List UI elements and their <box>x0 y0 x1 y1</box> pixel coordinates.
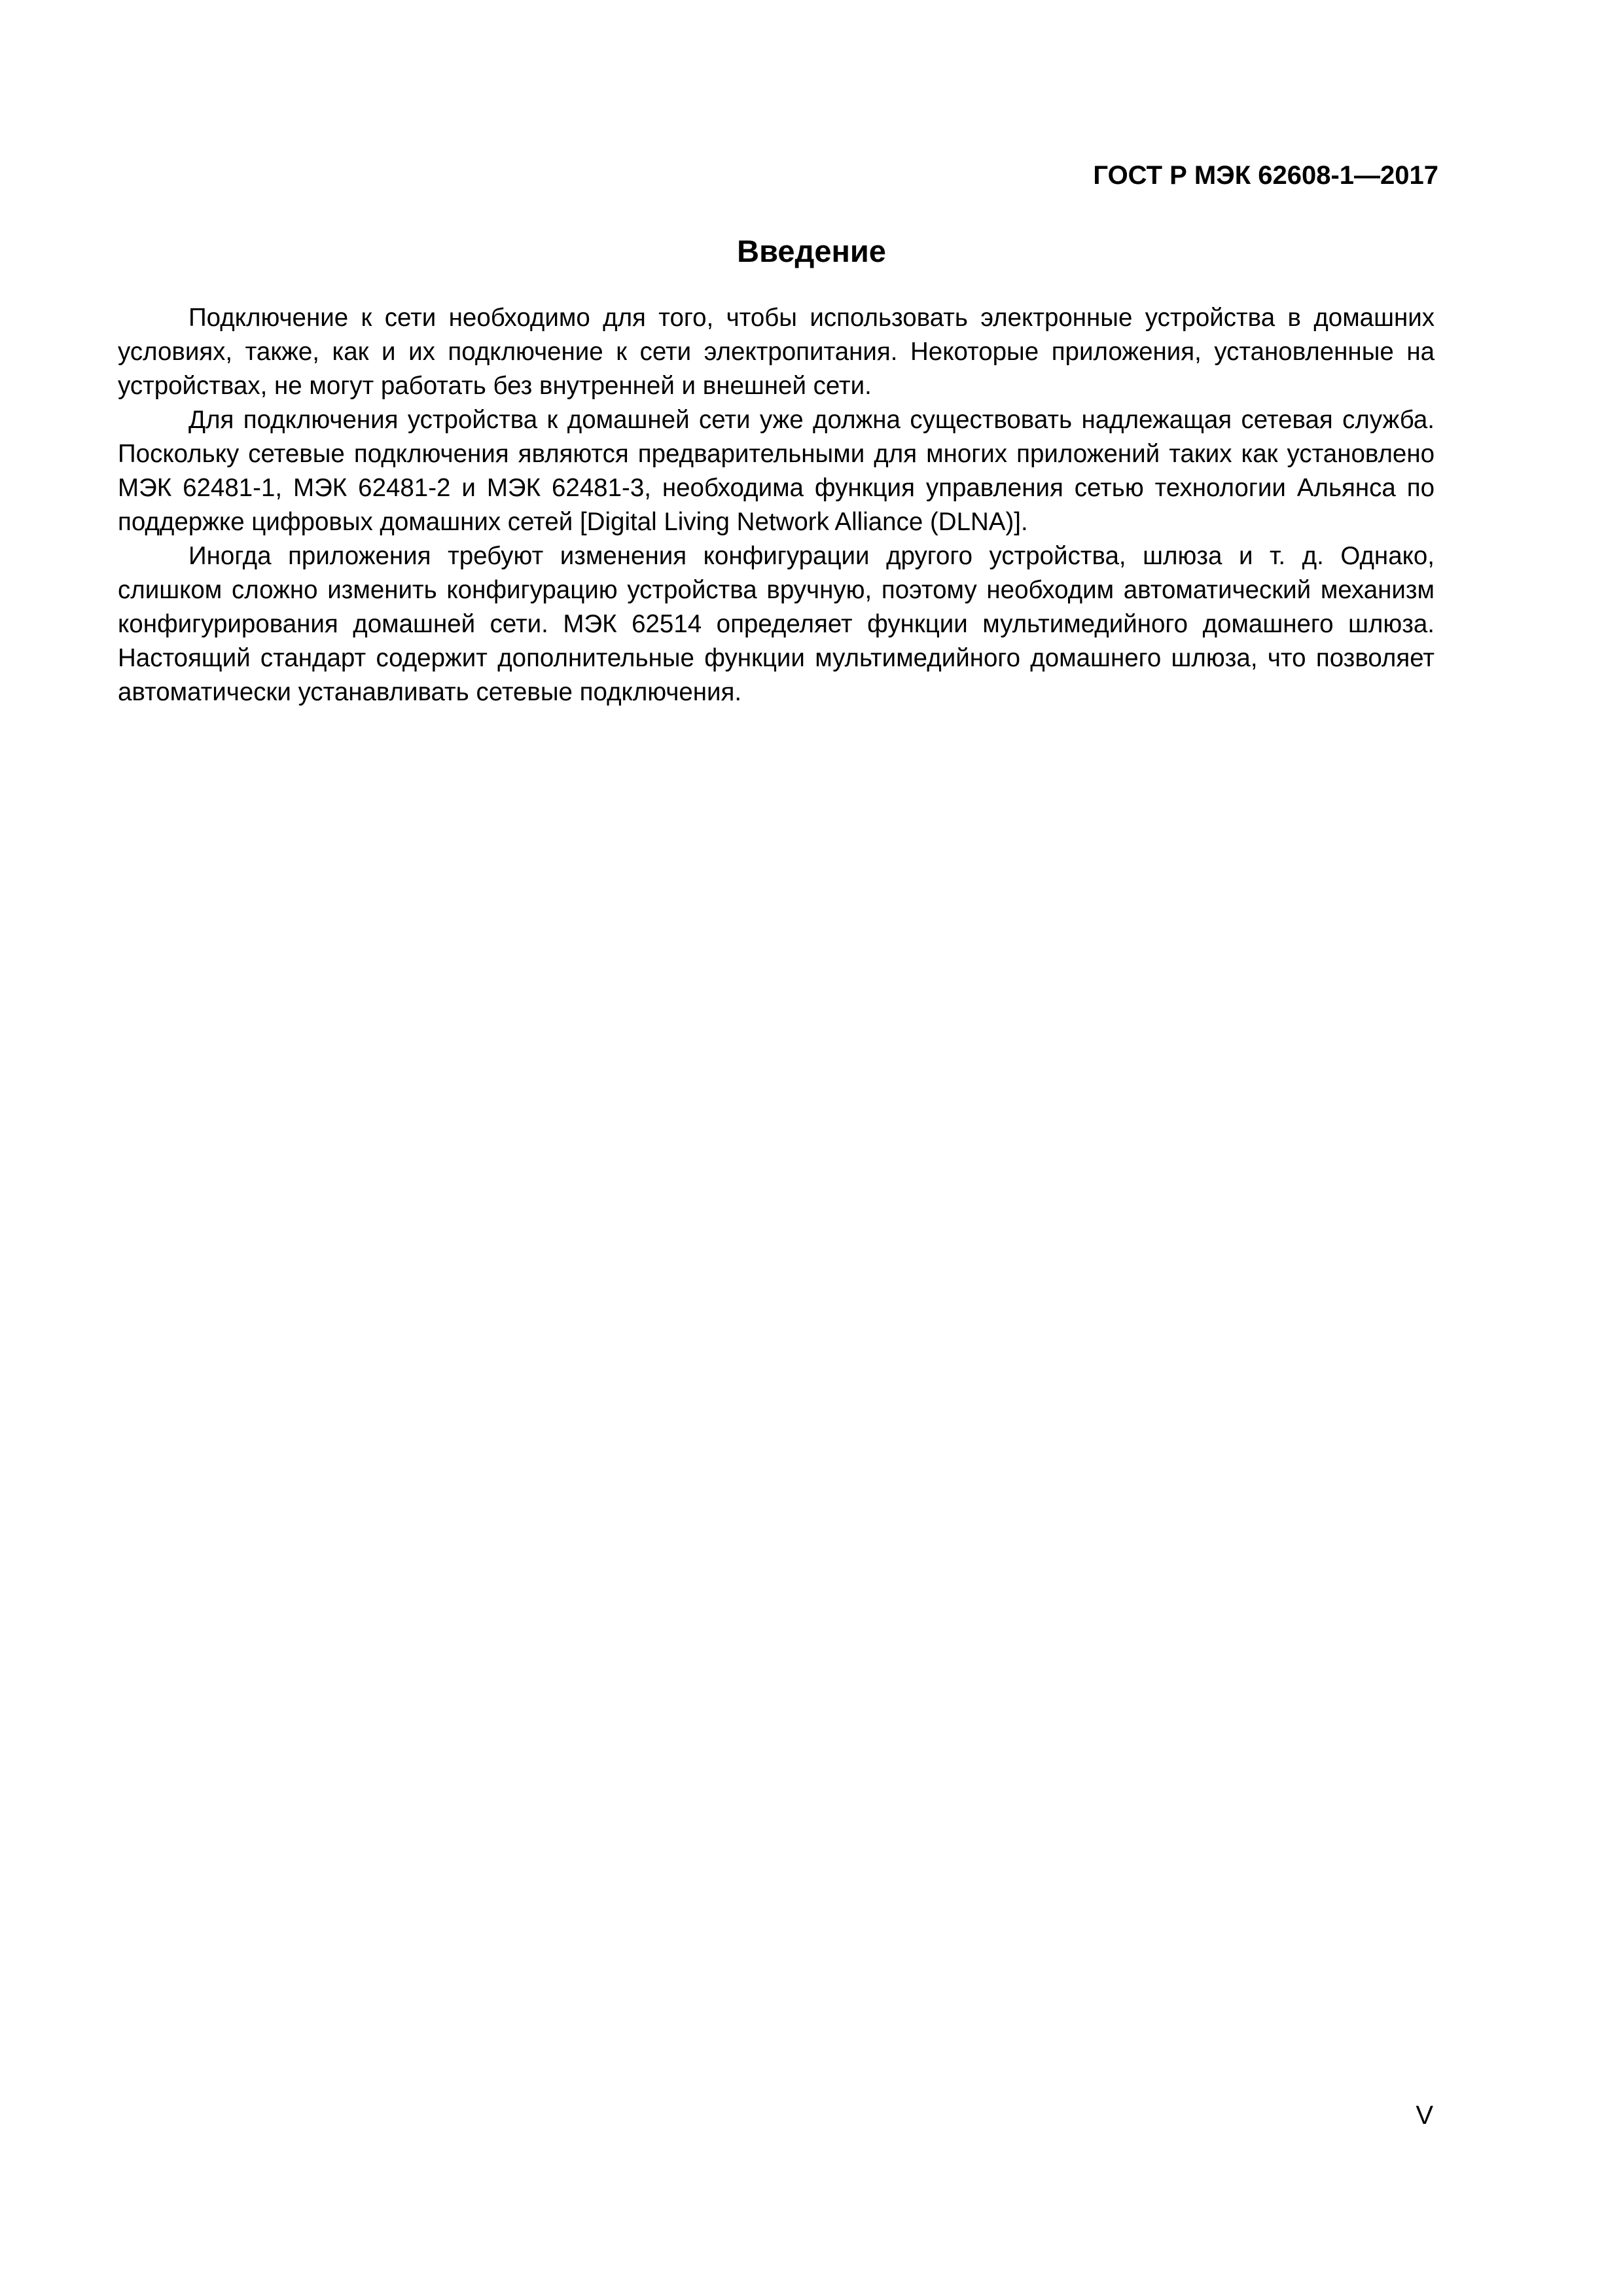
document-code-header: ГОСТ Р МЭК 62608-1—2017 <box>1093 161 1438 190</box>
section-title: Введение <box>737 234 886 268</box>
paragraph-3: Иногда приложения требуют изменения конфигурации другого устройства, шлюза и т. д. Однако, слишком сложно изменить конфигурацию устройства вручную, поэтому необходим автоматический механизм конфигурирования домашней сети. МЭК 62514 определяет функции мультимедийного домашнего шлюза. Настоящий стандарт содержит дополнительные функции мультимедийного домашнего шлюза, что позволяет автоматически устанавливать сетевые подключения. <box>118 542 1435 706</box>
paragraph-1: Подключение к сети необходимо для того, чтобы использовать электронные устройства в домашних условиях, также, как и их подключение к сети электропитания. Некоторые приложения, установленные на устройствах, не могут работать без внутренней и внешней сети. <box>118 304 1435 400</box>
section-body <box>118 301 1435 709</box>
page-number: V <box>1416 2101 1433 2130</box>
paragraph-2: Для подключения устройства к домашней сети уже должна существовать надлежащая сетевая служба. Поскольку сетевые подключения являются предварительными для многих приложений таких как установлено МЭК 62481-1, МЭК 62481-2 и МЭК 62481-3, необходима функция управления сетью технологии Альянса по поддержке цифровых домашних сетей [Digital Living Network Alliance (DLNA)]. <box>118 406 1435 536</box>
